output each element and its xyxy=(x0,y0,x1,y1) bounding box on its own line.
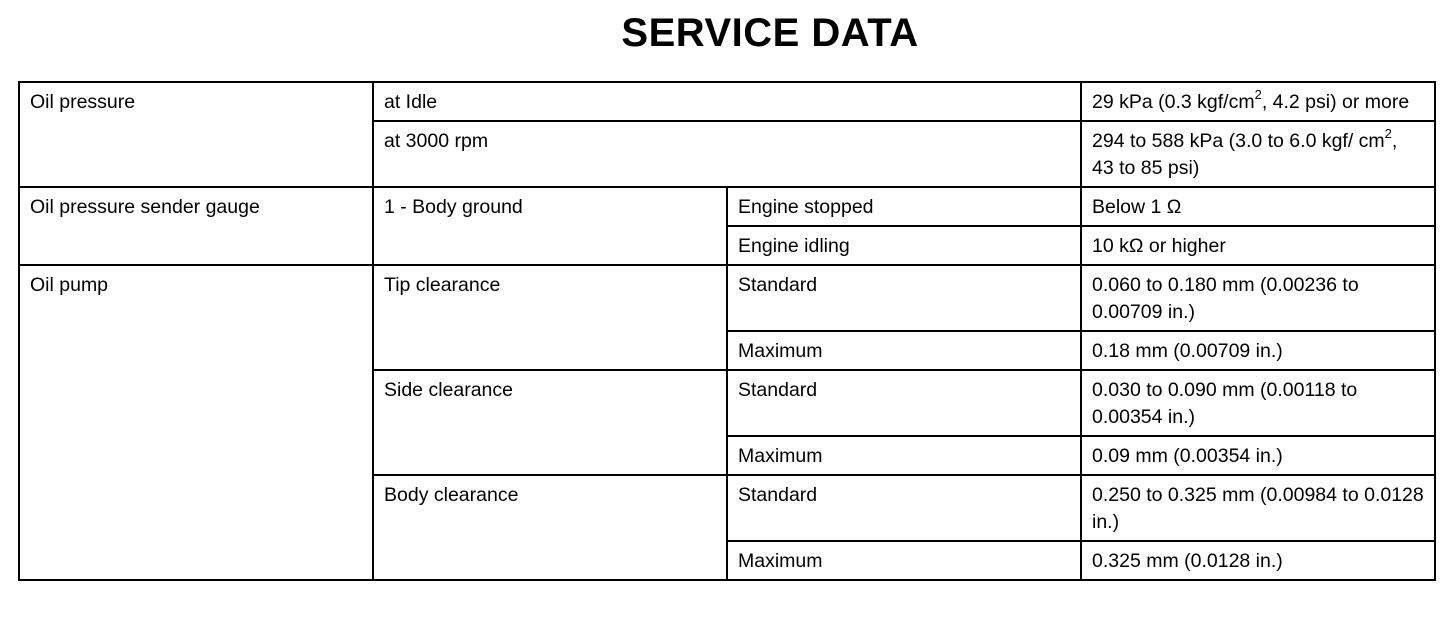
table-row xyxy=(19,187,1435,226)
service-data-table xyxy=(18,81,1436,581)
side-standard-value: 0.030 to 0.090 mm (0.00118 to 0.00354 in.) xyxy=(1081,370,1435,436)
body-maximum-label: Maximum xyxy=(727,541,1081,580)
condition-engine-stopped: Engine stopped xyxy=(727,187,1081,226)
terminal-body-ground: 1 - Body ground xyxy=(373,187,727,265)
body-maximum-value: 0.325 mm (0.0128 in.) xyxy=(1081,541,1435,580)
value-oil-pressure-idle: 29 kPa (0.3 kgf/$cm^2$, 4.2 psi) or more xyxy=(1081,82,1435,121)
body-standard-value: 0.250 to 0.325 mm (0.00984 to 0.0128 in.) xyxy=(1081,475,1435,541)
condition-at-3000-rpm: at 3000 rpm xyxy=(373,121,1081,187)
side-maximum-label: Maximum xyxy=(727,436,1081,475)
side-maximum-value: 0.09 mm (0.00354 in.) xyxy=(1081,436,1435,475)
condition-engine-idling: Engine idling xyxy=(727,226,1081,265)
condition-at-idle: at Idle xyxy=(373,82,1081,121)
value-engine-idling: 10 kΩ or higher xyxy=(1081,226,1435,265)
side-clearance-label: Side clearance xyxy=(373,370,727,475)
item-sender-gauge: Oil pressure sender gauge xyxy=(19,187,373,265)
value-engine-stopped: Below 1 Ω xyxy=(1081,187,1435,226)
tip-maximum-value: 0.18 mm (0.00709 in.) xyxy=(1081,331,1435,370)
side-standard-label: Standard xyxy=(727,370,1081,436)
body-standard-label: Standard xyxy=(727,475,1081,541)
tip-maximum-label: Maximum xyxy=(727,331,1081,370)
item-oil-pressure: Oil pressure xyxy=(19,82,373,187)
item-oil-pump: Oil pump xyxy=(19,265,373,580)
value-oil-pressure-3000rpm: 294 to 588 kPa (3.0 to 6.0 kgf/ $cm^2$, 43 to 85 psi) xyxy=(1081,121,1435,187)
tip-standard-label: Standard xyxy=(727,265,1081,331)
body-clearance-label: Body clearance xyxy=(373,475,727,580)
table-row xyxy=(19,265,1435,331)
tip-standard-value: 0.060 to 0.180 mm (0.00236 to 0.00709 in.) xyxy=(1081,265,1435,331)
page-title: SERVICE DATA xyxy=(621,11,919,55)
table-row xyxy=(19,82,1435,121)
tip-clearance-label: Tip clearance xyxy=(373,265,727,370)
